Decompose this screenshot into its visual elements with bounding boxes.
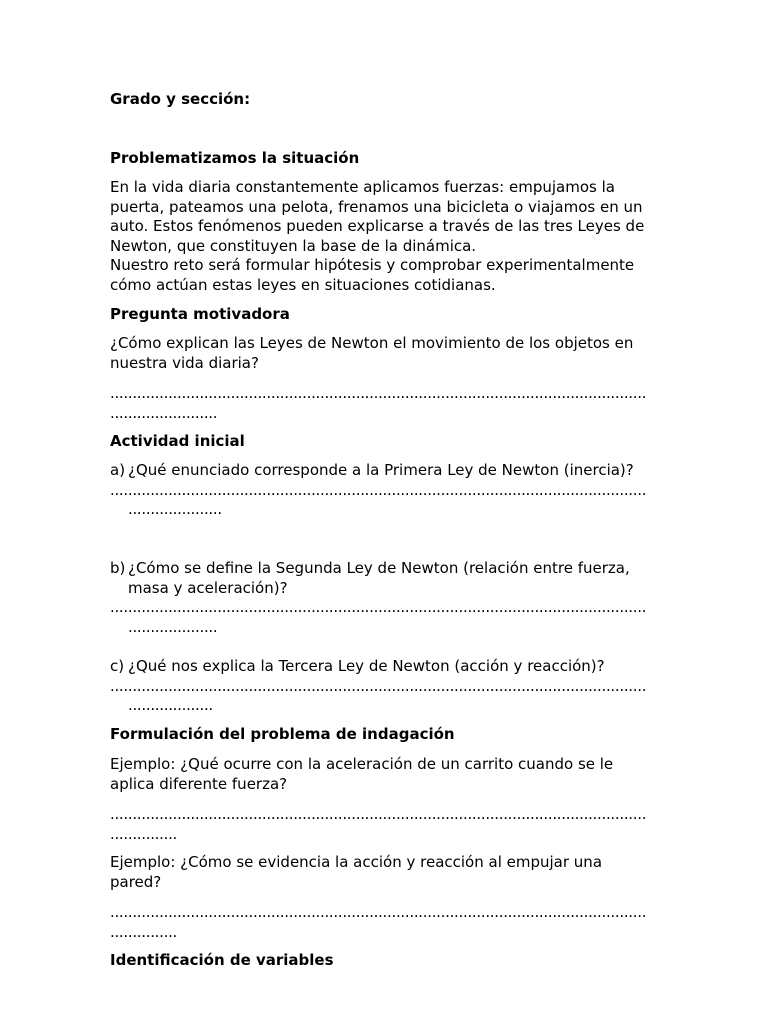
list-marker: b) <box>110 559 126 577</box>
dots-line: ........................ <box>110 403 218 422</box>
heading-formulation: Formulación del problema de indagación <box>110 725 455 743</box>
example-2: Ejemplo: ¿Cómo se evidencia la acción y reacción al empujar una pared? <box>110 853 603 891</box>
question-b <box>110 559 655 637</box>
question-a-text: ¿Qué enunciado corresponde a la Primera Ley de Newton (inercia)? <box>128 461 634 479</box>
answer-line-example-2 <box>110 903 655 942</box>
heading-problematize: Problematizamos la situación <box>110 149 360 167</box>
heading-motivating-question: Pregunta motivadora <box>110 305 290 323</box>
question-c-text: ¿Qué nos explica la Tercera Ley de Newton (acción y reacción)? <box>128 657 605 675</box>
dots-line: .................... <box>128 617 218 636</box>
grade-section-label: Grado y sección: <box>110 90 251 108</box>
dots-line: ..................... <box>128 500 222 519</box>
dots-line: ............... <box>110 824 178 843</box>
example-1: Ejemplo: ¿Qué ocurre con la aceleración de un carrito cuando se le aplica diferente fuerza? <box>110 755 614 793</box>
intro-paragraph <box>110 178 655 296</box>
intro-paragraph-2: Nuestro reto será formular hipótesis y comprobar experimentalmente cómo actúan estas leyes en situaciones cotidianas. <box>110 256 635 294</box>
heading-initial-activity: Actividad inicial <box>110 432 245 450</box>
intro-paragraph-1: En la vida diaria constantemente aplicamos fuerzas: empujamos la puerta, pateamos una pelota, frenamos una bicicleta o viajamos en un auto. Estos fenómenos pueden explicarse a través de las tres Leyes de Newton, que constituyen la base de la dinámica. <box>110 178 645 255</box>
question-a <box>110 461 655 520</box>
heading-variables: Identificación de variables <box>110 951 334 969</box>
list-marker: a) <box>110 461 126 479</box>
question-c <box>110 657 655 716</box>
answer-line-motivating <box>110 384 655 423</box>
dots-line: ........................................................................................................................ <box>110 805 647 823</box>
dots-line: ........................................................................................................................ <box>110 676 647 695</box>
motivating-question: ¿Cómo explican las Leyes de Newton el movimiento de los objetos en nuestra vida diaria? <box>110 334 634 372</box>
dots-line: ........................................................................................................................ <box>110 480 647 499</box>
dots-line: ........................................................................................................................ <box>110 384 647 402</box>
answer-line-example-1 <box>110 805 655 844</box>
list-marker: c) <box>110 657 125 675</box>
dots-line: ............... <box>110 922 178 941</box>
dots-line: ................... <box>128 696 213 715</box>
question-b-text: ¿Cómo se define la Segunda Ley de Newton (relación entre fuerza, masa y aceleración)? <box>128 559 630 597</box>
dots-line: ........................................................................................................................ <box>110 598 647 617</box>
dots-line: ........................................................................................................................ <box>110 903 647 921</box>
